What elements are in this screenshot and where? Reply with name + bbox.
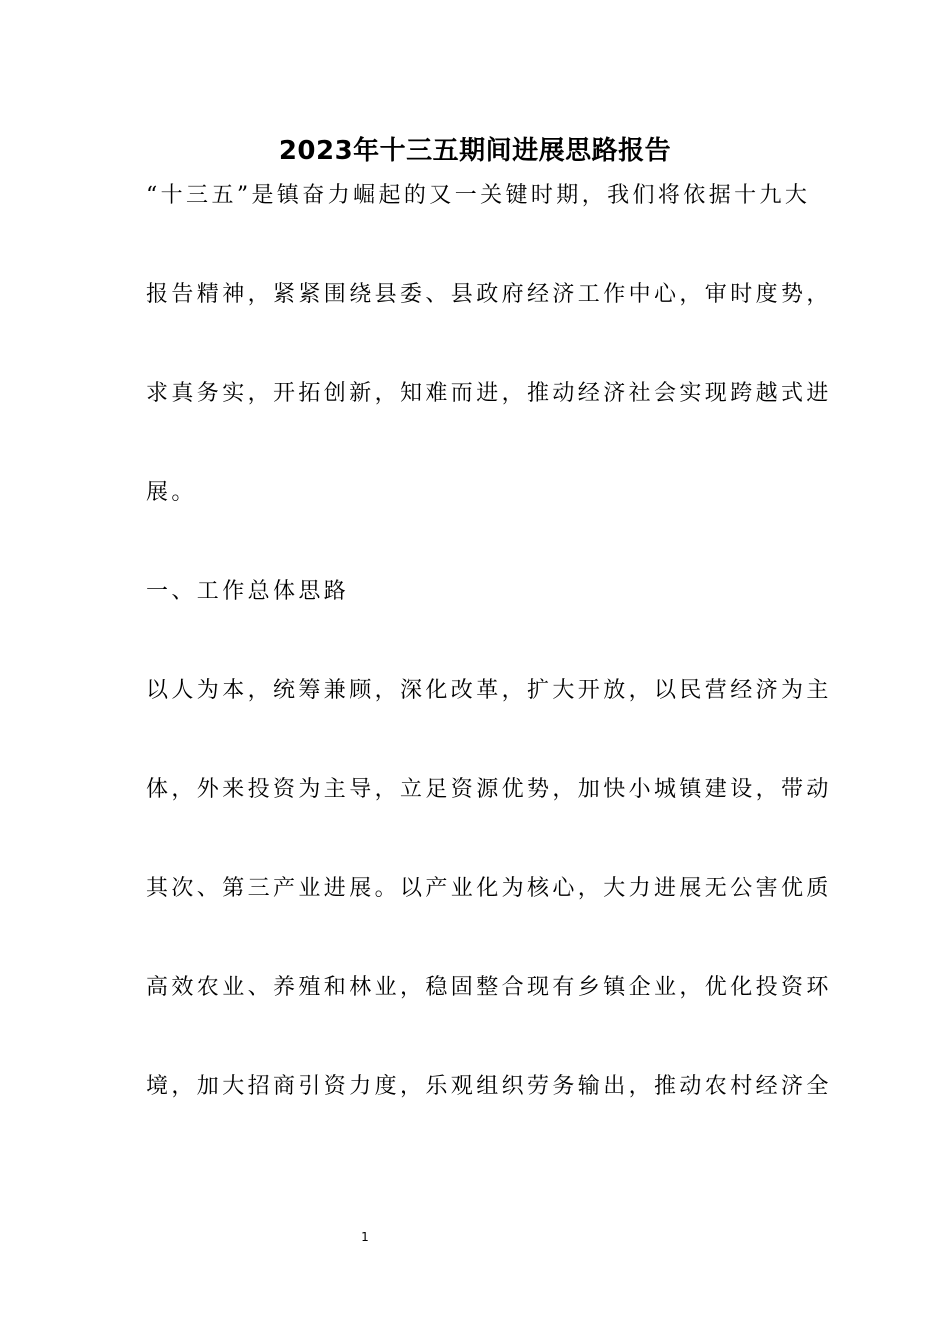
paragraph-line-7: 其次、第三产业进展。以产业化为核心，大力进展无公害优质 [146, 876, 832, 901]
paragraph-line-5: 以人为本，统筹兼顾，深化改革，扩大开放，以民营经济为主 [146, 678, 832, 703]
paragraph-line-9: 境，加大招商引资力度，乐观组织劳务输出，推动农村经济全 [146, 1074, 832, 1099]
paragraph-line-6: 体，外来投资为主导，立足资源优势，加快小城镇建设，带动 [146, 777, 832, 802]
paragraph-line-8: 高效农业、养殖和林业，稳固整合现有乡镇企业，优化投资环 [146, 975, 832, 1000]
paragraph-line-4: 展。 [146, 480, 197, 505]
paragraph-line-2: 报告精神，紧紧围绕县委、县政府经济工作中心，审时度势， [146, 282, 832, 307]
section-heading: 一、工作总体思路 [146, 579, 350, 604]
page-number: 1 [361, 1230, 369, 1244]
paragraph-line-3: 求真务实，开拓创新，知难而进，推动经济社会实现跨越式进 [146, 381, 832, 406]
paragraph-line-1: “十三五”是镇奋力崛起的又一关键时期，我们将依据十九大 [146, 183, 811, 208]
document-title: 2023年十三五期间进展思路报告 [278, 136, 672, 166]
